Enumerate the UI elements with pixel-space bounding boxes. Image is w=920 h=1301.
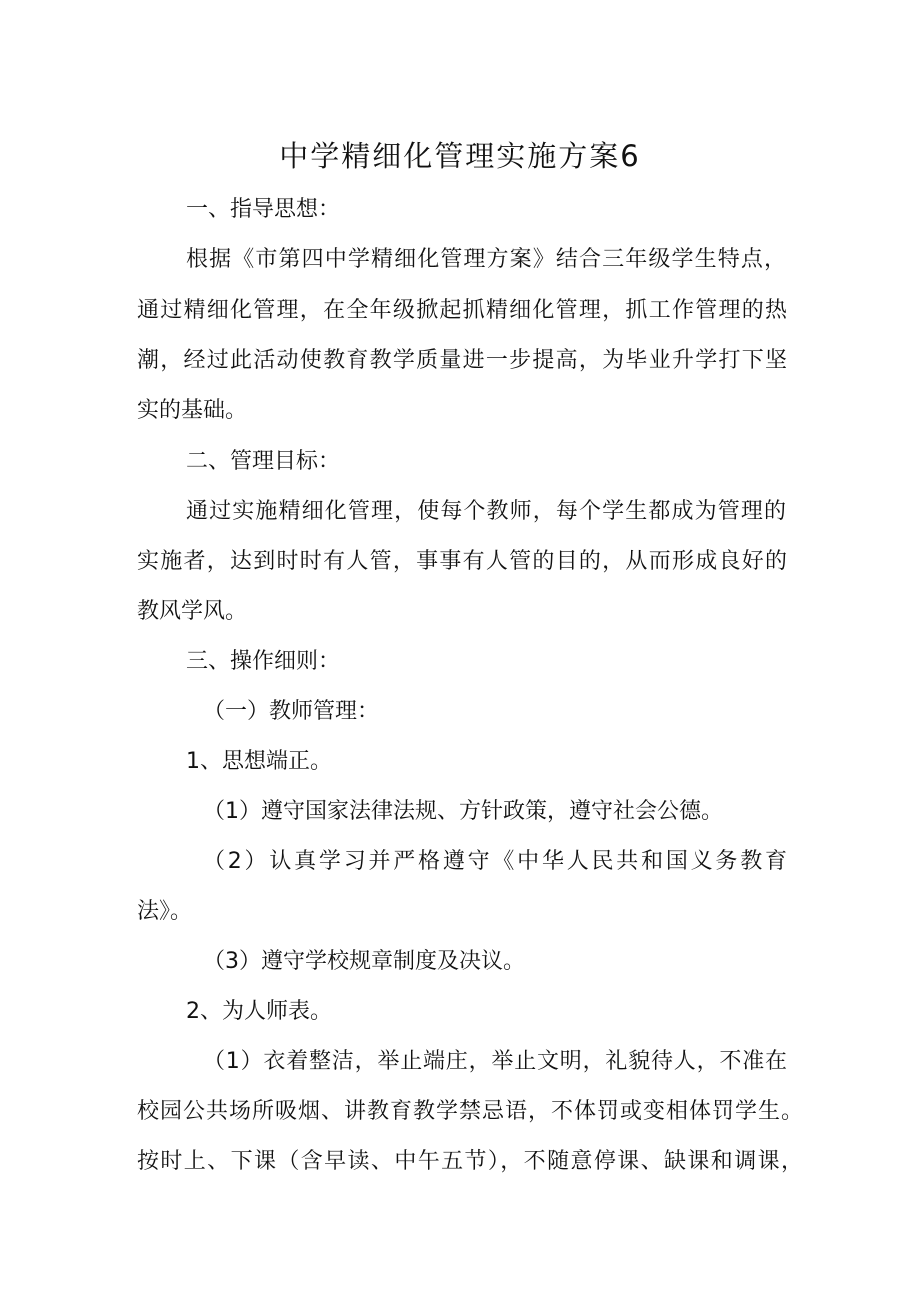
paragraph-line: 根据《市第四中学精细化管理方案》结合三年级学生特点，	[186, 247, 786, 272]
paragraph-line: 校园公共场所吸烟、讲教育教学禁忌语，不体罚或变相体罚学生。	[137, 1099, 803, 1124]
list-item: （1）遵守国家法律法规、方针政策，遵守社会公德。	[203, 799, 723, 824]
subheading-teacher-management: （一）教师管理：	[203, 699, 380, 724]
paragraph-line: 实的基础。	[137, 398, 248, 423]
paragraph-line: 通过精细化管理，在全年级掀起抓精细化管理，抓工作管理的热	[137, 298, 787, 323]
item-heading: 2、为人师表。	[186, 999, 332, 1024]
paragraph-line: 实施者，达到时时有人管，事事有人管的目的，从而形成良好的	[137, 549, 787, 574]
paragraph-line: 教风学风。	[137, 599, 248, 624]
heading-operation-rules: 三、操作细则：	[186, 649, 341, 674]
paragraph-line: 通过实施精细化管理，使每个教师，每个学生都成为管理的	[186, 499, 786, 524]
list-item: （2）认真学习并严格遵守《中华人民共和国义务教育	[203, 849, 787, 874]
heading-guiding-ideology: 一、指导思想：	[186, 197, 341, 222]
paragraph-line: 潮，经过此活动使教育教学质量进一步提高，为毕业升学打下坚	[137, 348, 787, 373]
document-title: 中学精细化管理实施方案6	[279, 139, 641, 173]
item-heading: 1、思想端正。	[186, 749, 332, 774]
heading-management-goals: 二、管理目标：	[186, 449, 341, 474]
paragraph-line: 按时上、下课（含早读、中午五节），不随意停课、缺课和调课，	[137, 1149, 803, 1174]
list-item: （1）衣着整洁，举止端庄，举止文明，礼貌待人，不准在	[203, 1049, 787, 1074]
list-item-continuation: 法》。	[137, 899, 193, 924]
list-item: （3）遵守学校规章制度及决议。	[203, 949, 525, 974]
